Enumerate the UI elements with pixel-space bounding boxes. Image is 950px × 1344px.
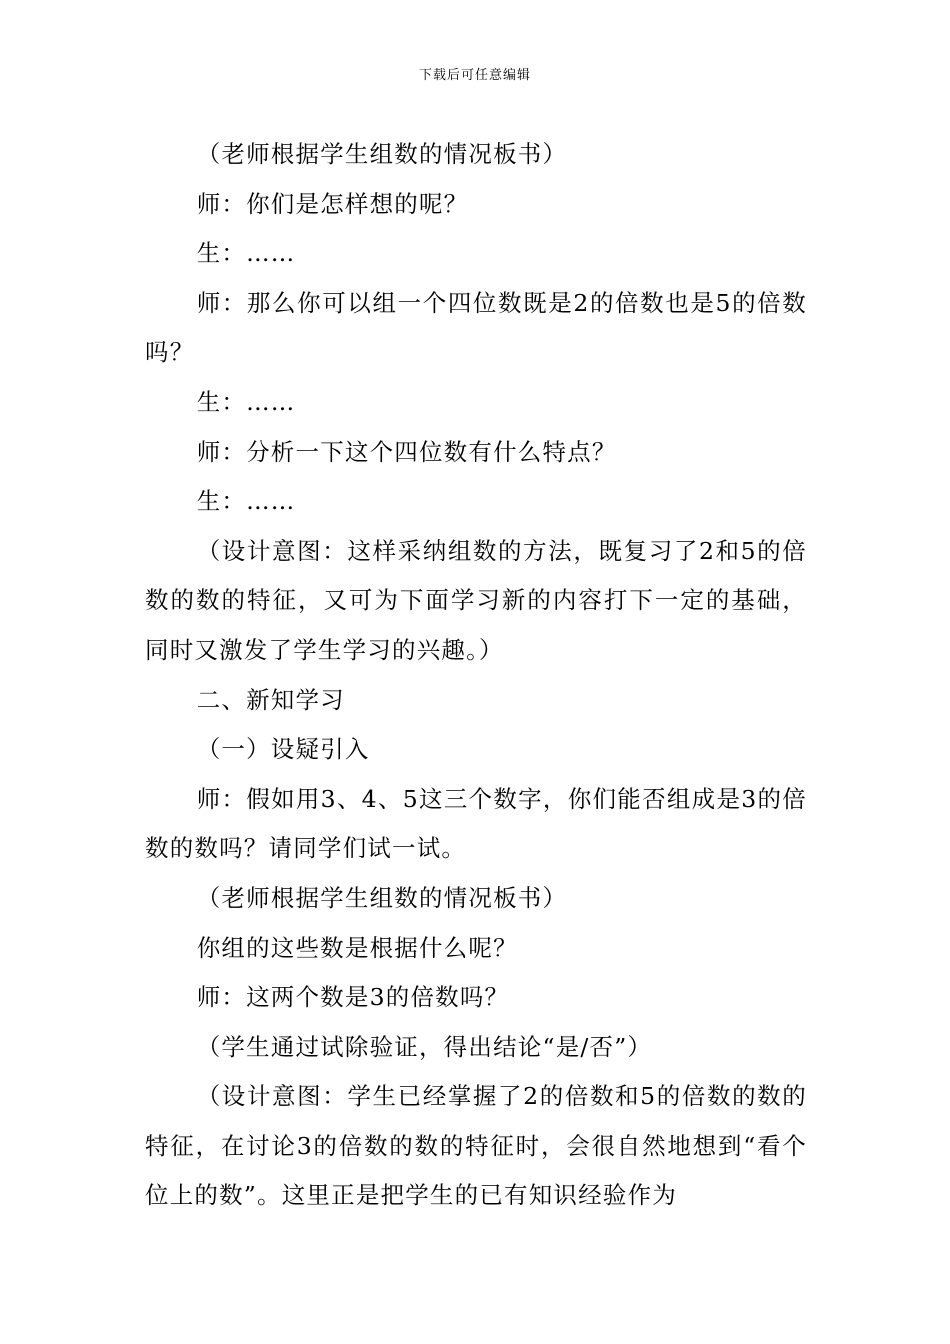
paragraph: 师：假如用3、4、5这三个数字，你们能否组成是3的倍数的数吗？请同学们试一试。 bbox=[145, 784, 807, 863]
page-header: 下载后可任意编辑 bbox=[418, 68, 531, 83]
paragraph: 师：分析一下这个四位数有什么特点？ bbox=[196, 437, 617, 466]
section-heading: 二、新知学习 bbox=[196, 685, 345, 714]
paragraph: （老师根据学生组数的情况板书） bbox=[196, 140, 568, 168]
paragraph: 师：你们是怎样想的呢？ bbox=[196, 189, 469, 218]
paragraph: 生：…… bbox=[196, 487, 296, 516]
paragraph: 师：那么你可以组一个四位数既是2的倍数也是5的倍数吗？ bbox=[145, 288, 807, 367]
subsection-heading: （一）设疑引入 bbox=[196, 735, 370, 764]
paragraph: （设计意图：学生已经掌握了2的倍数和5的倍数的数的特征，在讨论3的倍数的数的特征时，会很自然地想到“看个位上的数”。这里正是把学生的已有知识经验作为 bbox=[145, 1082, 807, 1210]
paragraph: 你组的这些数是根据什么呢？ bbox=[196, 933, 518, 962]
paragraph: 师：这两个数是3的倍数吗？ bbox=[196, 983, 510, 1012]
paragraph: 生：…… bbox=[196, 239, 296, 268]
paragraph: （学生通过试除验证，得出结论“是/否”） bbox=[196, 1032, 653, 1061]
document-body bbox=[145, 130, 807, 1221]
paragraph: （设计意图：这样采纳组数的方法，既复习了2和5的倍数的数的特征，又可为下面学习新的内容打下一定的基础，同时又激发了学生学习的兴趣。） bbox=[145, 536, 807, 664]
paragraph: （老师根据学生组数的情况板书） bbox=[196, 883, 568, 912]
paragraph: 生：…… bbox=[196, 387, 296, 416]
